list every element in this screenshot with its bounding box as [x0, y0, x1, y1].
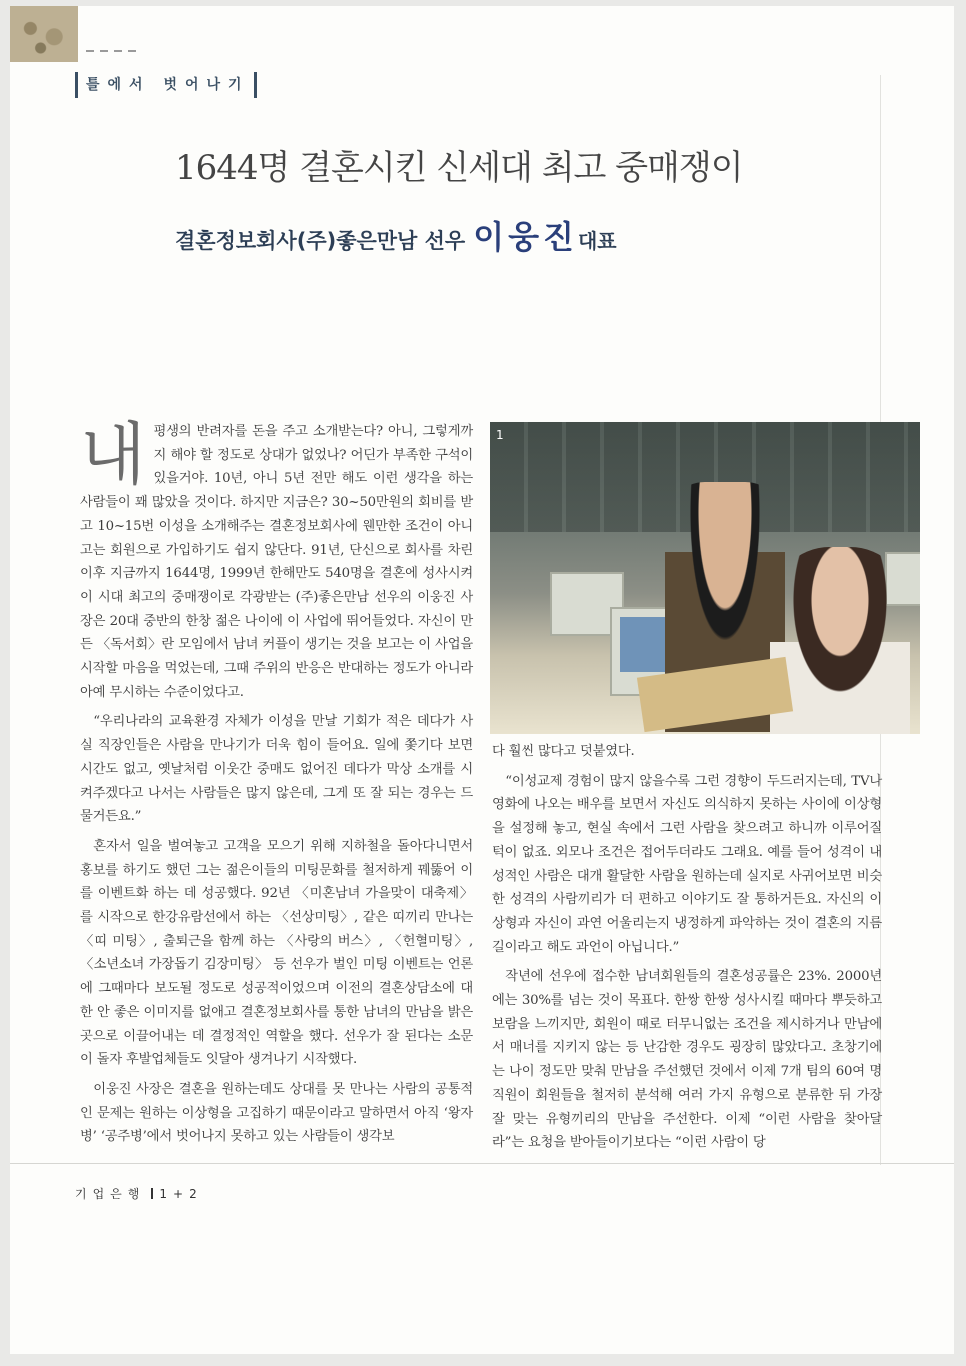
footer-divider [10, 1163, 954, 1164]
paragraph: 이웅진 사장은 결혼을 원하는데도 상대를 못 만나는 사람의 공통적인 문제는 원하는 이상형을 고집하기 때문이라고 말하면서 아직 ‘왕자병’ ‘공주병’에서 벗어나지 못하고 있는 사람들이 생각보 [80, 1081, 473, 1145]
decorative-dash [86, 50, 136, 52]
article-title: 1644명 결혼시킨 신세대 최고 중매쟁이 [175, 148, 743, 188]
photo-number: 1 [496, 428, 504, 442]
section-tag: 틀에서 벗어나기 [75, 72, 257, 98]
paragraph-text: 평생의 반려자를 돈을 주고 소개받는다? 아니, 그렇게까지 해야 할 정도로 상대가 없었나? 어딘가 부족한 구석이 있을거야. 10년, 아니 5년 전만 해도 이런 생각을 하는 사람들이 꽤 많았을 것이다. 하지만 지금은? 30~50만원의 회비를 받고 10~15번 이성을 소개해주는 결혼정보회사에 웬만한 조건이 아니고는 회원으로 가입하기도 쉽지 않단다. 91년, 단신으로 회사를 차린 이후 지금까지 1644명, 1999년 한해만도 540명을 결혼에 성사시켜 이 시대 최고의 중매쟁이로 각광받는 (주)좋은만남 선우의 이웅진 사장은 20대 중반의 한창 젊은 나이에 이 사업에 뛰어들었다. 자신이 만든 〈독서회〉란 모임에서 남녀 커플이 생기는 것을 보고는 이 사업을 시작할 마음을 먹었는데, 그때 주위의 반응은 반대하는 정도가 아니라 아예 무시하는 수준이었다고. [80, 424, 473, 700]
left-column [80, 416, 473, 1155]
decorative-corner-image [10, 6, 78, 62]
article-subtitle [175, 212, 617, 258]
subtitle-role: 대표 [577, 229, 617, 253]
footer-separator [151, 1188, 153, 1199]
paragraph: 다 훨씬 많다고 덧붙였다. [492, 744, 635, 759]
paragraph [80, 416, 473, 704]
footer-page-number: 1+2 [159, 1187, 203, 1201]
article-photo [490, 422, 920, 734]
right-column [492, 740, 882, 1161]
paragraph: 작년에 선우에 접수한 남녀회원들의 결혼성공률은 23%. 2000년에는 30%를 넘는 것이 목표다. 한쌍 한쌍 성사시킬 때마다 뿌듯하고 보람을 느끼지만, 회원이 때로 터무니없는 조건을 제시하거나 만남에서 매너를 지키지 않는 등 난감한 경우도 굉장히 많았다고. 초창기에는 나이 정도만 맞춰 만남을 주선했던 것에서 이제 7개 팀의 60여 명 직원이 회원들을 철저히 분석해 여러 가지 유형으로 분류한 뒤 가장 잘 맞는 유형끼리의 만남을 주선한다. 이제 “이런 사람을 찾아달라”는 요청을 받아들이기보다는 “이런 사람이 당 [492, 969, 882, 1151]
dropcap: 내 [80, 416, 146, 495]
footer-magazine: 기업은행 [75, 1187, 146, 1201]
subtitle-company: 결혼정보회사(주)좋은만남 선우 [175, 229, 466, 253]
paragraph: 혼자서 일을 벌여놓고 고객을 모으기 위해 지하철을 돌아다니면서 홍보를 하기도 했던 그는 젊은이들의 미팅문화를 철저하게 꿰뚫어 이를 이벤트화 하는 데 성공했다. 92년 〈미혼남녀 가을맞이 대축제〉를 시작으로 한강유람선에서 하는 〈선상미팅〉, 같은 띠끼리 만나는 〈띠 미팅〉, 출퇴근을 함께 하는 〈사랑의 버스〉, 〈헌혈미팅〉, 〈소년소녀 가장돕기 김장미팅〉 등 선우가 벌인 미팅 이벤트는 언론에 그때마다 보도될 정도로 성공적이었으며 이전의 결혼상담소에 대한 안 좋은 이미지를 없애고 결혼정보회사를 통한 남녀의 만남을 밝은 곳으로 이끌어내는 데 결정적인 역할을 했다. 선우가 잘 된다는 소문이 돌자 후발업체들도 잇달아 생겨나기 시작했다. [80, 838, 473, 1068]
subtitle-name: 이웅진 [473, 218, 578, 256]
page-footer [75, 1185, 203, 1202]
paragraph: “이성교제 경험이 많지 않을수록 그런 경향이 두드러지는데, TV나 영화에 나오는 배우를 보면서 자신도 의식하지 못하는 사이에 이상형을 설정해 놓고, 현실 속에서 그런 사람을 찾으려고 하니까 이루어질 턱이 없죠. 외모나 조건은 접어두더라도 그래요. 예를 들어 성격이 내성적인 사람은 대개 활달한 사람을 원하는데 실지로 사귀어보면 비슷한 성격의 사람끼리가 더 편하고 이야기도 잘 통하거든요. 자신의 이상형과 자신이 과연 어울리는지 냉정하게 파악하는 것이 결혼의 지름길이라고 해도 과언이 아닙니다.” [492, 773, 882, 955]
paragraph: “우리나라의 교육환경 자체가 이성을 만날 기회가 적은 데다가 사실 직장인들은 사람을 만나기가 더욱 힘이 들어요. 일에 쫓기다 보면 시간도 없고, 옛날처럼 이웃간 중매도 없어진 데다가 막상 소개를 시켜주겠다고 나서는 사람들은 많지 않은데, 그게 또 잘 되는 경우는 드물거든요.” [80, 714, 473, 825]
